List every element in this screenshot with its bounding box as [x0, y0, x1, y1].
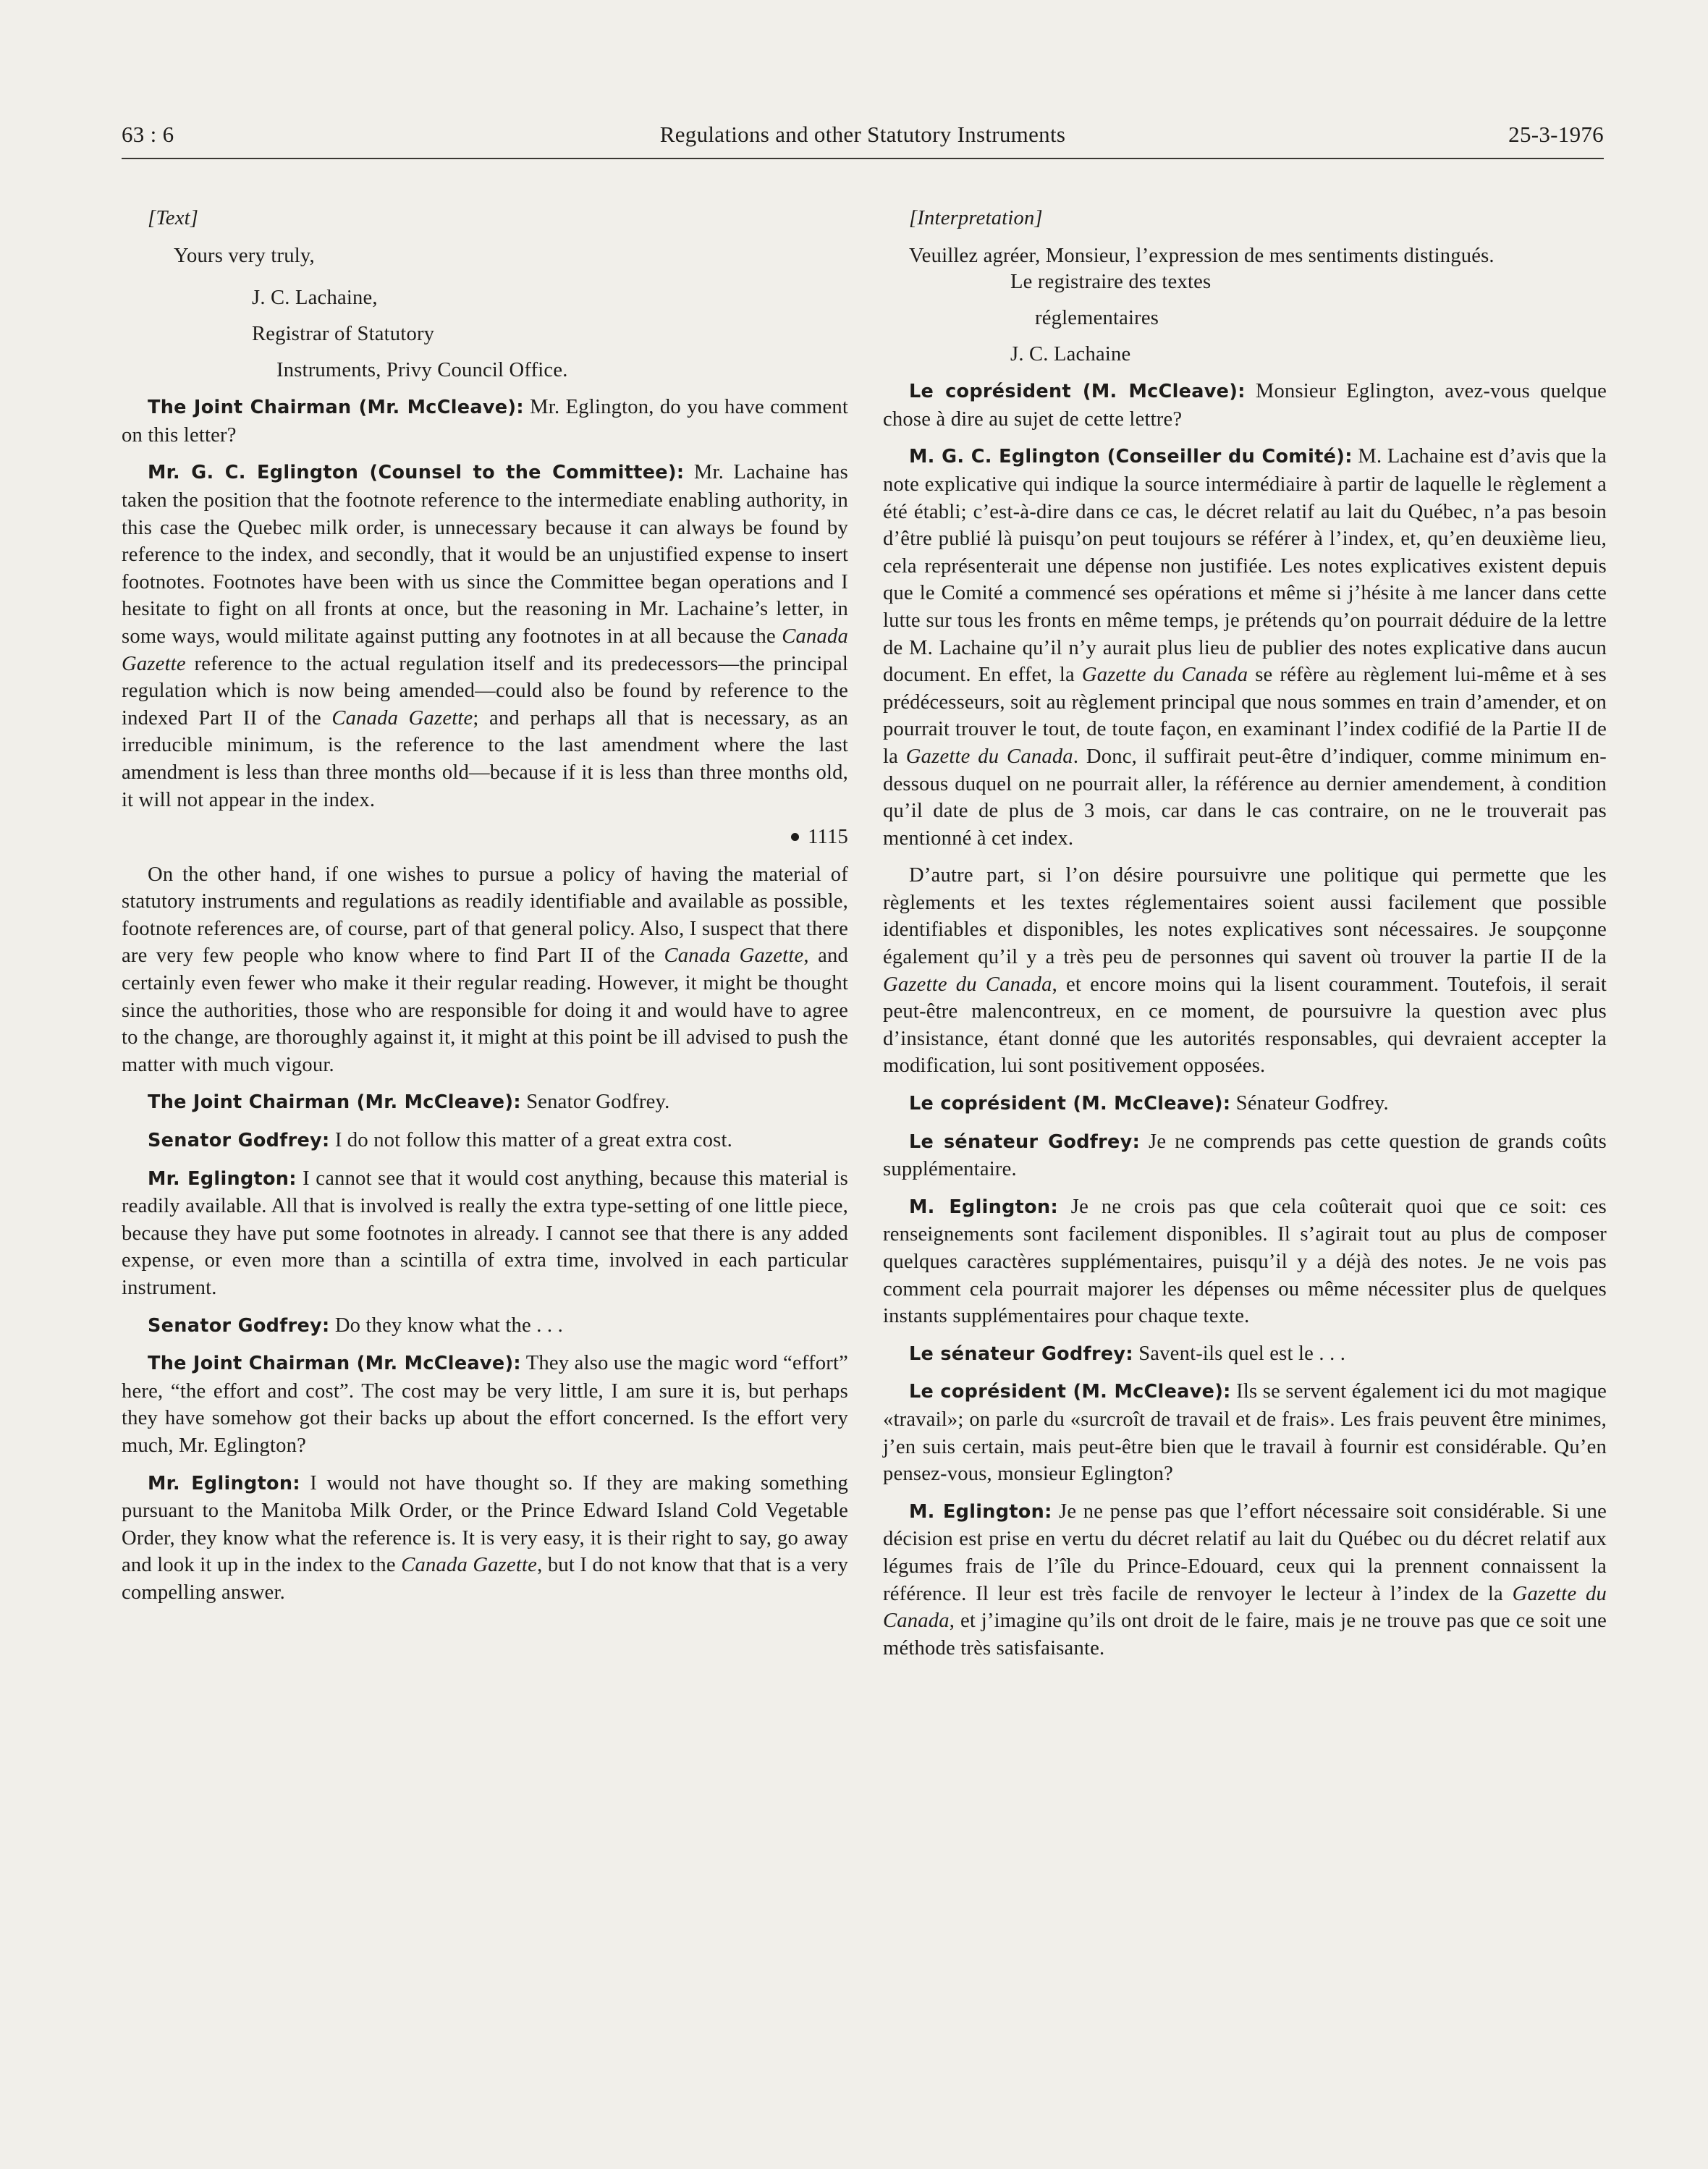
- paragraph-text: , and certainly even fewer who make it their regular reading. However, it might be thought since the authorities, those who are responsible for doing it and would have to agree to the change, are thoroughly against it, it might at this point be ill advised to push the matter with much vigour.: [122, 944, 848, 1076]
- italic-title: Canada Gazette: [122, 625, 848, 675]
- paragraph-text: , but I do not know that that is a very compelling answer.: [122, 1554, 848, 1604]
- speaker-name: M. Eglington:: [909, 1196, 1058, 1218]
- paragraph: [883, 1340, 1607, 1369]
- letter-closing: Veuillez agréer, Monsieur, l’expression de mes sentiments distingués.: [909, 244, 1494, 267]
- paragraph: [122, 1350, 848, 1459]
- italic-title: Canada Gazette: [664, 944, 804, 968]
- speaker-name: The Joint Chairman (Mr. McCleave):: [148, 1353, 521, 1375]
- paragraph: [122, 1470, 848, 1607]
- italic-title: Gazette du Canada: [905, 745, 1073, 768]
- paragraph-text: M. Lachaine est d’avis que la note explicative qui indique la source intermédiaire à partir de laquelle le règlement a été établi; c’est-à-dire dans ce cas, le décret relatif au lait du Québec, n’a pas besoin d’être publié là puisqu’on peut toujours se référer à l’index, et, qu’en deuxième lieu, cela représenterait une dépense non justifiée. Les notes explicatives existent depuis que le Comité a commencé ses opérations et même si j’hésite à me lancer dans cette lutte sur tous les fronts en même temps, je prétends qu’on pourrait déduire de la lettre de M. Lachaine qu’il n’y aurait plus lieu de publier des notes explicative dans aucun document. En effet, la: [883, 445, 1607, 687]
- speaker-name: Mr. Eglington:: [148, 1472, 300, 1494]
- speaker-name: The Joint Chairman (Mr. McCleave):: [148, 397, 524, 419]
- italic-title: Canada Gazette: [331, 706, 473, 730]
- page-number: 63 : 6: [122, 122, 174, 147]
- paragraph: [883, 1378, 1607, 1487]
- time-marker: [122, 824, 848, 851]
- paragraph: [883, 378, 1607, 433]
- paragraph-text: reference to the actual regulation itself and its predecessors—the principal regulation which is now being amended—could also be found by reference to the indexed Part II of the: [122, 652, 848, 730]
- paragraph-text: se réfère au règlement lui-même et à ses prédécesseurs, soit au règlement principal que nous sommes en train d’amender, et on pourrait trouver le tout, de toute façon, en examinant l’index codifié de la Partie II de la: [883, 664, 1607, 768]
- paragraph: [122, 1127, 848, 1155]
- paragraph: [883, 862, 1607, 1080]
- paragraph: [883, 443, 1607, 852]
- paragraph-text: Do they know what the . . .: [329, 1314, 563, 1337]
- speaker-name: The Joint Chairman (Mr. McCleave):: [148, 1091, 521, 1114]
- signature-line: J. C. Lachaine: [1010, 343, 1131, 366]
- speaker-name: Le coprésident (M. McCleave):: [909, 1381, 1231, 1403]
- paragraph: [122, 861, 848, 1079]
- paragraph-text: I do not follow this matter of a great extra cost.: [329, 1129, 732, 1152]
- french-column: [883, 205, 1607, 1672]
- speaker-name: Le sénateur Godfrey:: [909, 1130, 1141, 1153]
- italic-title: Gazette du Canada: [1081, 664, 1248, 687]
- signature-line: Registrar of Statutory: [252, 323, 435, 346]
- paragraph: [122, 1088, 848, 1117]
- signature-line: J. C. Lachaine,: [252, 287, 378, 310]
- signature-line: réglementaires: [1035, 307, 1159, 330]
- paragraph-text: , et j’imagine qu’ils ont droit de le faire, mais je ne trouve pas que ce soit une méthode très satisfaisante.: [883, 1610, 1607, 1659]
- paragraph-text: Monsieur Eglington, avez-vous quelque chose à dire au sujet de cette lettre?: [883, 380, 1607, 431]
- paragraph-text: Je ne crois pas que cela coûterait quoi que ce soit: ces renseignements sont facilement disponibles. Il s’agirait tout au plus de composer quelques caractères supplémentaires, puisqu’il y a déjà des notes. Je ne vois pas comment cela pourrait majorer les dépenses ou même nécessiter plus de quelques instants supplémentaires pour chaque texte.: [883, 1195, 1607, 1328]
- paragraph-text: I would not have thought so. If they are making something pursuant to the Manitoba Milk Order, or the Prince Edward Island Cold Vegetable Order, they know what the reference is. It is very easy, it is their right to say, go away and look it up in the index to the: [122, 1471, 848, 1577]
- italic-title: Canada Gazette: [401, 1554, 538, 1577]
- speaker-name: Le coprésident (M. McCleave):: [909, 1093, 1231, 1115]
- page-date: 25-3-1976: [1508, 122, 1604, 147]
- paragraph-text: Senator Godfrey.: [520, 1091, 670, 1114]
- paragraph-text: Savent-ils quel est le . . .: [1133, 1342, 1346, 1365]
- paragraph: [883, 1193, 1607, 1330]
- letter-closing: Yours very truly,: [174, 244, 315, 267]
- paragraph-text: Sénateur Godfrey.: [1230, 1092, 1389, 1115]
- paragraph-text: On the other hand, if one wishes to pursue a policy of having the material of statutory instruments and regulations as readily identifiable and available as possible, footnote references are, of course, part of that general policy. Also, I suspect that there are very few people who know where to find Part II of the: [122, 863, 849, 968]
- paragraph-text: , et encore moins qui la lisent couramment. Toutefois, il serait peut-être malencontreux, en ce moment, de poursuivre la question avec plus d’insistance, étant donné que les autorités responsables, qui devraient accepter la modification, lui sont positivement opposées.: [883, 973, 1607, 1078]
- speaker-name: Mr. G. C. Eglington (Counsel to the Committee):: [148, 462, 685, 484]
- paragraph-text: Je ne comprends pas cette question de grands coûts supplémentaire.: [883, 1130, 1607, 1181]
- paragraph: [122, 459, 848, 813]
- paragraph: [122, 1165, 848, 1302]
- header-rule: [122, 158, 1604, 159]
- bullet-icon: [791, 833, 799, 841]
- signature-line: Instruments, Privy Council Office.: [276, 359, 568, 382]
- paragraph: [883, 1090, 1607, 1118]
- english-column: [122, 205, 848, 1617]
- page-header: [122, 122, 1604, 151]
- paragraph-text: I cannot see that it would cost anything, because this material is readily available. All that is involved is really the extra type-setting of one little piece, because they have put some footnotes in already. I cannot see that there is any added expense, or even more than a scintilla of extra time, involved in each particular instrument.: [122, 1167, 848, 1299]
- paragraph-text: Ils se servent également ici du mot magique «travail»; on parle du «surcroît de travail et de frais». Les frais peuvent être minimes, j’en suis certain, mais peut-être bien que le travail à fournir est considérable. Qu’en pensez-vous, monsieur Eglington?: [883, 1380, 1607, 1486]
- signature-line: Le registraire des textes: [1010, 271, 1212, 294]
- text-tag: [Text]: [148, 207, 199, 229]
- speaker-name: M. Eglington:: [909, 1500, 1052, 1523]
- speaker-name: Le sénateur Godfrey:: [909, 1343, 1133, 1365]
- italic-title: Gazette du Canada: [883, 1582, 1607, 1633]
- paragraph: The Joint Chairman (Mr. McCleave): Mr. Eglington, do you have comment on this letter?: [122, 396, 849, 447]
- interpretation-tag: [Interpretation]: [909, 207, 1043, 229]
- paragraph-text: They also use the magic word “effort” here, “the effort and cost”. The cost may be very little, I am sure it is, but perhaps they have somehow got their backs up about the effort concerned. Is the effort very much, Mr. Eglington?: [122, 1352, 848, 1457]
- running-title: Regulations and other Statutory Instruments: [659, 122, 1066, 147]
- paragraph-text: ; and perhaps all that is necessary, as an irreducible minimum, is the reference to the last amendment where the last amendment is less than three months old—because if it is less than three months old, it will not appear in the index.: [122, 706, 848, 811]
- paragraph-text: D’autre part, si l’on désire poursuivre une politique qui permette que les règlements et les textes réglementaires soient aussi facilement que possible identifiables et disponibles, les notes explicatives sont nécessaires. Je soupçonne également qu’il y a très peu de personnes qui savent où trouver la partie II de la: [883, 864, 1607, 969]
- paragraph-text: Je ne pense pas que l’effort nécessaire soit considérable. Si une décision est prise en vertu du décret relatif au lait du Québec ou du décret relatif aux légumes frais de l’île du Prince-Edouard, ceux qui la prennent connaissent la référence. Il leur est très facile de renvoyer le lecteur à l’index de la: [883, 1500, 1607, 1605]
- speaker-name: Senator Godfrey:: [148, 1314, 330, 1337]
- paragraph: [883, 1498, 1607, 1662]
- paragraph-text: . Donc, il suffirait peut-être d’indiquer, comme minimum en-dessous duquel on ne pourrait aller, la référence au dernier amendement, à condition qu’il date de plus de 3 mois, car dans le cas contraire, on ne le trouverait pas mentionné à cet index.: [883, 745, 1607, 850]
- italic-title: Gazette du Canada: [883, 973, 1052, 996]
- speaker-name: Le coprésident (M. McCleave):: [909, 381, 1246, 403]
- paragraph-text: Mr. Lachaine has taken the position that the footnote reference to the intermediate enabling authority, in this case the Quebec milk order, is unnecessary because it can always be found by reference to the index, and secondly, that it would be an unjustified expense to insert footnotes. Footnotes have been with us since the Committee began operations and I hesitate to fight on all fronts at once, but the reasoning in Mr. Lachaine’s letter, in some ways, would militate against putting any footnotes in at all because the: [122, 461, 848, 648]
- paragraph: [122, 1312, 848, 1340]
- paragraph-text: 1115: [808, 826, 848, 849]
- paragraph: [883, 1128, 1607, 1183]
- speaker-name: M. G. C. Eglington (Conseiller du Comité):: [909, 446, 1353, 468]
- speaker-name: Senator Godfrey:: [148, 1130, 330, 1152]
- speaker-name: Mr. Eglington:: [148, 1167, 297, 1190]
